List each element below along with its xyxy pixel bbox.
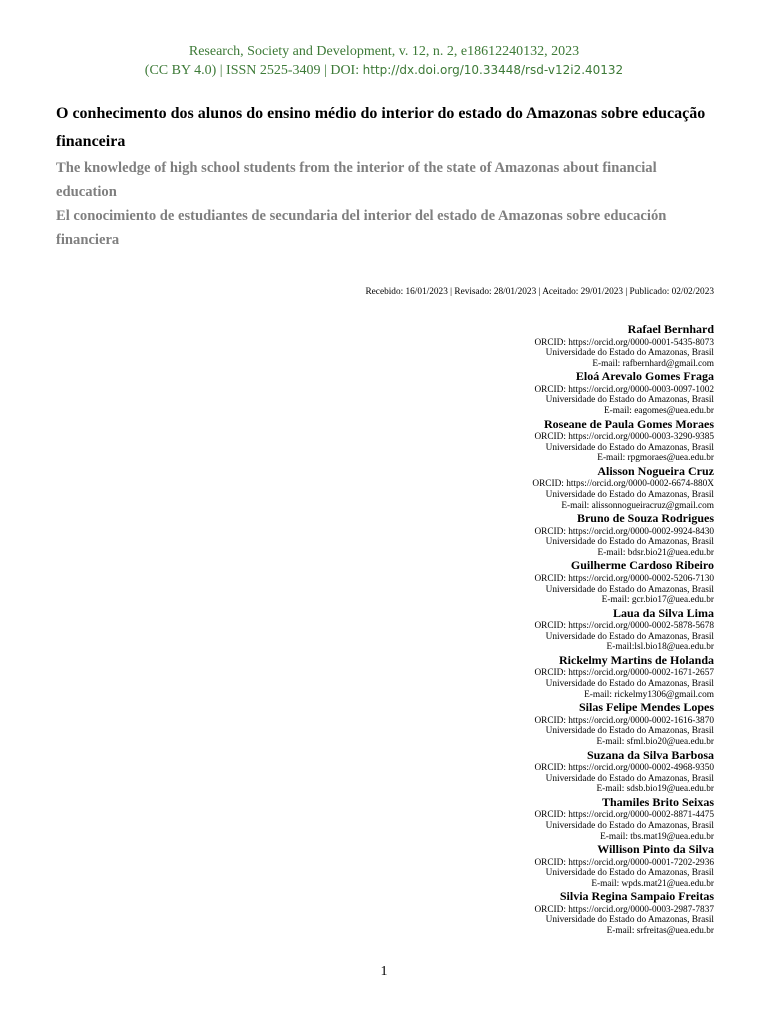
author-orcid[interactable]: ORCID: https://orcid.org/0000-0002-4968-9350 (534, 763, 714, 774)
author-name: Rickelmy Martins de Holanda (559, 652, 714, 667)
author-email[interactable]: E-mail: srfreitas@uea.edu.br (606, 926, 714, 937)
author-name: Rafael Bernhard (627, 322, 714, 336)
author-block (294, 464, 714, 511)
author-affiliation: Universidade do Estado do Amazonas, Brasil (545, 773, 714, 784)
author-name: Thamiles Brito Seixas (601, 794, 714, 809)
journal-header (0, 42, 768, 80)
author-name: Alisson Nogueira Cruz (597, 463, 714, 478)
author-name: Roseane de Paula Gomes Moraes (544, 416, 714, 431)
author-affiliation: Universidade do Estado do Amazonas, Brasil (545, 726, 714, 737)
author-orcid[interactable]: ORCID: https://orcid.org/0000-0003-0097-1002 (534, 384, 714, 395)
author-email[interactable]: E-mail: sdsb.bio19@uea.edu.br (596, 784, 714, 795)
license-issn: (CC BY 4.0) | ISSN 2525-3409 | DOI: (144, 63, 363, 78)
author-email[interactable]: E-mail: sfml.bio20@uea.edu.br (596, 736, 714, 747)
author-affiliation: Universidade do Estado do Amazonas, Brasil (545, 631, 714, 642)
author-affiliation: Universidade do Estado do Amazonas, Brasil (545, 679, 714, 690)
author-affiliation: Universidade do Estado do Amazonas, Brasil (545, 537, 714, 548)
author-orcid[interactable]: ORCID: https://orcid.org/0000-0003-2987-7837 (534, 904, 714, 915)
author-orcid[interactable]: ORCID: https://orcid.org/0000-0003-3290-9385 (534, 432, 714, 443)
author-block (294, 558, 714, 605)
author-orcid[interactable]: ORCID: https://orcid.org/0000-0002-8871-4475 (534, 810, 714, 821)
author-name: Eloá Arevalo Gomes Fraga (575, 369, 714, 384)
author-affiliation: Universidade do Estado do Amazonas, Brasil (545, 348, 714, 359)
author-email[interactable]: E-mail: rpgmoraes@uea.edu.br (597, 453, 714, 464)
author-block (294, 700, 714, 747)
author-affiliation: Universidade do Estado do Amazonas, Brasil (545, 868, 714, 879)
author-block (294, 748, 714, 795)
author-email[interactable]: E-mail: rafbernhard@gmail.com (592, 358, 714, 369)
author-orcid[interactable]: ORCID: https://orcid.org/0000-0002-5206-7130 (534, 573, 714, 584)
author-name: Guilherme Cardoso Ribeiro (570, 558, 714, 573)
author-block (294, 795, 714, 842)
author-email[interactable]: E-mail: wpds.mat21@uea.edu.br (591, 878, 714, 889)
title-spanish: El conocimiento de estudiantes de secundaria del interior del estado de Amazonas sobre educación financiera (56, 208, 667, 248)
page-number: 1 (380, 964, 388, 979)
author-name: Bruno de Souza Rodrigues (576, 511, 714, 526)
author-block (294, 417, 714, 464)
author-block (294, 842, 714, 889)
title-portuguese: O conhecimento dos alunos do ensino médio do interior do estado do Amazonas sobre educação financeira (56, 105, 706, 150)
author-list (294, 322, 714, 937)
author-email[interactable]: E-mail: tbs.mat19@uea.edu.br (600, 831, 714, 842)
doi-link[interactable]: http://dx.doi.org/10.33448/rsd-v12i2.40132 (362, 63, 624, 77)
author-orcid[interactable]: ORCID: https://orcid.org/0000-0002-6674-880X (532, 479, 714, 490)
author-email[interactable]: E-mail: gcr.bio17@uea.edu.br (601, 595, 714, 606)
journal-citation: Research, Society and Development, v. 12, n. 2, e18612240132, 2023 (188, 44, 580, 59)
author-affiliation: Universidade do Estado do Amazonas, Brasil (545, 489, 714, 500)
author-name: Willison Pinto da Silva (597, 842, 714, 857)
author-orcid[interactable]: ORCID: https://orcid.org/0000-0001-5435-8073 (534, 337, 714, 348)
author-affiliation: Universidade do Estado do Amazonas, Brasil (545, 820, 714, 831)
author-email[interactable]: E-mail: eagomes@uea.edu.br (603, 405, 714, 416)
author-email[interactable]: E-mail: bdsr.bio21@uea.edu.br (597, 547, 714, 558)
article-titles (56, 100, 716, 252)
journal-license-doi (0, 61, 768, 80)
author-block (294, 653, 714, 700)
author-email[interactable]: E-mail:lsl.bio18@uea.edu.br (606, 642, 714, 653)
author-affiliation: Universidade do Estado do Amazonas, Brasil (545, 915, 714, 926)
author-name: Suzana da Silva Barbosa (586, 747, 714, 762)
author-affiliation: Universidade do Estado do Amazonas, Brasil (545, 395, 714, 406)
author-email[interactable]: E-mail: alissonnogueiracruz@gmail.com (561, 500, 714, 511)
author-name: Laua da Silva Lima (612, 605, 714, 620)
author-email[interactable]: E-mail: rickelmy1306@gmail.com (584, 689, 714, 700)
author-block (294, 606, 714, 653)
author-orcid[interactable]: ORCID: https://orcid.org/0000-0002-9924-8430 (534, 526, 714, 537)
author-block (294, 511, 714, 558)
author-block (294, 369, 714, 416)
author-affiliation: Universidade do Estado do Amazonas, Brasil (545, 584, 714, 595)
author-name: Silas Felipe Mendes Lopes (578, 700, 714, 715)
author-block (294, 889, 714, 936)
author-orcid[interactable]: ORCID: https://orcid.org/0000-0001-7202-2936 (534, 857, 714, 868)
title-english: The knowledge of high school students from the interior of the state of Amazonas about financial education (56, 160, 657, 200)
author-block (294, 322, 714, 369)
author-affiliation: Universidade do Estado do Amazonas, Brasil (545, 442, 714, 453)
author-name: Silvia Regina Sampaio Freitas (559, 889, 714, 904)
author-orcid[interactable]: ORCID: https://orcid.org/0000-0002-1616-3870 (534, 715, 714, 726)
author-orcid[interactable]: ORCID: https://orcid.org/0000-0002-5878-5678 (534, 621, 714, 632)
publication-dates: Recebido: 16/01/2023 | Revisado: 28/01/2023 | Aceitado: 29/01/2023 | Publicado: 02/02/2023 (365, 287, 714, 297)
author-orcid[interactable]: ORCID: https://orcid.org/0000-0002-1671-2657 (534, 668, 714, 679)
